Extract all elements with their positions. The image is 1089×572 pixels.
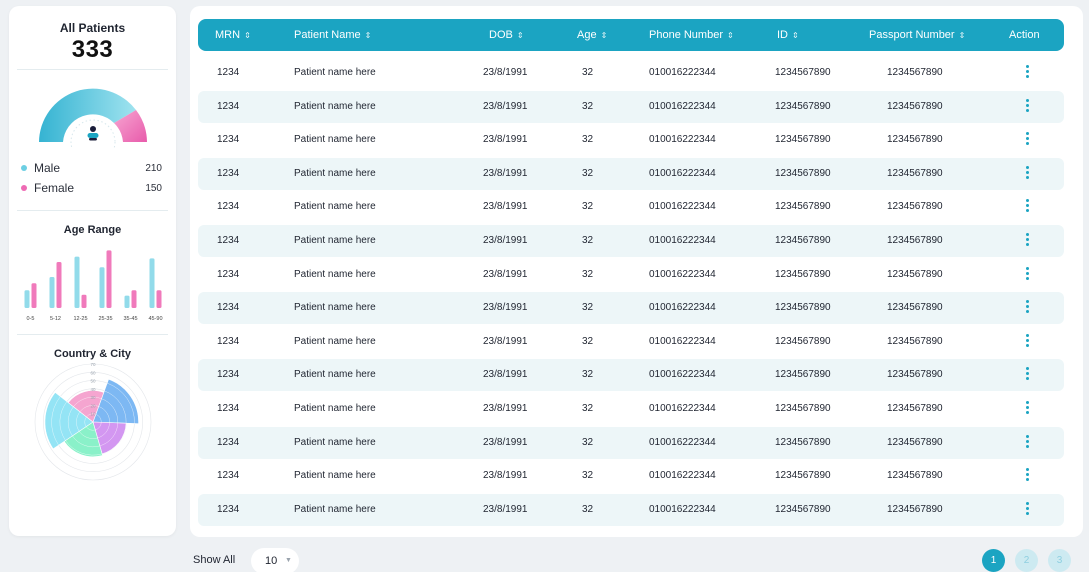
- age-bar-male-12-25: [74, 257, 79, 308]
- cell-age: 32: [582, 403, 594, 414]
- more-actions-icon[interactable]: [1026, 502, 1030, 518]
- cell-id: 1234567890: [775, 335, 831, 347]
- legend-male-label: Male: [34, 161, 61, 175]
- cell-dob: 23/8/1991: [483, 268, 528, 280]
- cell-age: 32: [582, 335, 594, 347]
- cell-patient-name: Patient name here: [294, 470, 376, 482]
- more-actions-icon[interactable]: [1026, 300, 1030, 316]
- polar-tick-label: 40: [89, 386, 96, 392]
- cell-dob: 23/8/1991: [483, 134, 528, 146]
- cell-passport: 1234567890: [887, 302, 943, 314]
- legend-female-label: Female: [34, 181, 75, 195]
- table-row[interactable]: [198, 494, 1064, 526]
- cell-id: 1234567890: [775, 436, 831, 448]
- cell-patient-name: Patient name here: [294, 268, 376, 280]
- cell-patient-name: Patient name here: [294, 134, 376, 146]
- age-bar-male-45-90: [149, 258, 154, 308]
- cell-dob: 23/8/1991: [483, 335, 528, 347]
- cell-patient-name: Patient name here: [294, 167, 376, 179]
- cell-patient-name: Patient name here: [294, 503, 376, 515]
- header-id[interactable]: ID ⇕: [777, 29, 799, 41]
- cell-patient-name: Patient name here: [294, 302, 376, 314]
- cell-passport: 1234567890: [887, 235, 943, 246]
- cell-age: 32: [582, 201, 594, 213]
- more-actions-icon[interactable]: [1026, 367, 1030, 383]
- cell-patient-name: Patient name here: [294, 335, 376, 347]
- cell-passport: 1234567890: [887, 201, 943, 213]
- cell-age: 32: [582, 100, 594, 112]
- header-patient-name[interactable]: Patient Name ⇕: [294, 29, 372, 41]
- age-tick-label: 35-45: [122, 316, 138, 322]
- cell-dob: 23/8/1991: [483, 470, 528, 482]
- cell-mrn: 1234: [217, 268, 240, 280]
- cell-id: 1234567890: [775, 134, 831, 146]
- sort-icon[interactable]: ⇕: [727, 31, 734, 40]
- more-actions-icon[interactable]: [1026, 199, 1030, 215]
- cell-age: 32: [582, 268, 594, 280]
- patients-summary-panel: [9, 6, 176, 536]
- cell-phone: 010016222344: [649, 503, 716, 515]
- cell-passport: 1234567890: [887, 403, 943, 414]
- chevron-down-icon: ▼: [285, 557, 292, 564]
- cell-mrn: 1234: [217, 235, 240, 246]
- sort-icon[interactable]: ⇕: [364, 31, 372, 40]
- table-row[interactable]: [198, 393, 1064, 425]
- age-bar-female-45-90: [156, 290, 161, 308]
- country-city-chart: [28, 360, 158, 490]
- cell-dob: 23/8/1991: [483, 235, 528, 246]
- age-bar-male-35-45: [124, 296, 129, 308]
- table-row[interactable]: [198, 225, 1064, 257]
- table-header: [198, 19, 1064, 51]
- patients-table-panel: [190, 6, 1083, 537]
- cell-age: 32: [582, 503, 594, 515]
- sort-icon[interactable]: ⇕: [958, 31, 966, 40]
- cell-id: 1234567890: [775, 167, 831, 179]
- cell-age: 32: [582, 470, 594, 482]
- header-dob[interactable]: DOB ⇕: [489, 29, 524, 41]
- legend-female: [9, 178, 176, 198]
- cell-phone: 010016222344: [649, 369, 716, 381]
- cell-phone: 010016222344: [649, 100, 716, 112]
- cell-age: 32: [582, 302, 594, 314]
- patient-icon: [86, 125, 100, 141]
- cell-phone: 010016222344: [649, 67, 716, 78]
- age-bar-female-25-35: [106, 250, 111, 308]
- all-patients-label: All Patients: [59, 21, 126, 35]
- table-row[interactable]: [198, 292, 1064, 324]
- cell-passport: 1234567890: [887, 268, 943, 280]
- cell-passport: 1234567890: [887, 503, 943, 515]
- age-bar-female-0-5: [31, 283, 36, 308]
- table-row[interactable]: [198, 460, 1064, 492]
- sort-icon[interactable]: ⇕: [516, 31, 524, 40]
- legend-female-value: 150: [145, 182, 162, 194]
- age-tick-label: 45-90: [147, 316, 163, 322]
- cell-phone: 010016222344: [649, 470, 716, 482]
- age-bar-female-5-12: [56, 262, 61, 308]
- cell-id: 1234567890: [775, 100, 831, 112]
- cell-phone: 010016222344: [649, 201, 716, 213]
- more-actions-icon[interactable]: [1026, 233, 1030, 249]
- cell-id: 1234567890: [775, 302, 831, 314]
- cell-dob: 23/8/1991: [483, 403, 528, 414]
- page-3-button[interactable]: 3: [1048, 549, 1071, 572]
- age-bar-male-0-5: [24, 290, 29, 308]
- header-passport[interactable]: Passport Number ⇕: [869, 29, 966, 41]
- table-row[interactable]: [198, 427, 1064, 459]
- more-actions-icon[interactable]: [1026, 267, 1030, 283]
- more-actions-icon[interactable]: [1026, 468, 1030, 484]
- cell-mrn: 1234: [217, 470, 240, 482]
- sort-icon[interactable]: ⇕: [792, 31, 799, 40]
- cell-dob: 23/8/1991: [483, 67, 528, 78]
- cell-passport: 1234567890: [887, 67, 943, 78]
- cell-passport: 1234567890: [887, 134, 943, 146]
- cell-mrn: 1234: [217, 436, 240, 448]
- cell-age: 32: [582, 167, 594, 179]
- cell-mrn: 1234: [217, 302, 240, 314]
- cell-phone: 010016222344: [649, 335, 716, 347]
- table-row[interactable]: [198, 191, 1064, 223]
- cell-passport: 1234567890: [887, 436, 943, 448]
- cell-id: 1234567890: [775, 268, 831, 280]
- cell-patient-name: Patient name here: [294, 67, 376, 78]
- more-actions-icon[interactable]: [1026, 166, 1030, 182]
- age-tick-label: 0-5: [26, 316, 34, 322]
- cell-id: 1234567890: [775, 503, 831, 515]
- cell-patient-name: Patient name here: [294, 201, 376, 213]
- more-actions-icon[interactable]: [1026, 435, 1030, 451]
- cell-mrn: 1234: [217, 369, 240, 381]
- cell-passport: 1234567890: [887, 470, 943, 482]
- cell-patient-name: Patient name here: [294, 235, 376, 246]
- gender-gauge: [33, 82, 153, 148]
- cell-phone: 010016222344: [649, 302, 716, 314]
- header-action: Action: [1009, 29, 1040, 41]
- cell-mrn: 1234: [217, 335, 240, 347]
- female-dot-icon: [21, 185, 27, 191]
- cell-dob: 23/8/1991: [483, 503, 528, 515]
- cell-phone: 010016222344: [649, 403, 716, 414]
- more-actions-icon[interactable]: [1026, 334, 1030, 350]
- cell-age: 32: [582, 235, 594, 246]
- cell-id: 1234567890: [775, 235, 831, 246]
- cell-phone: 010016222344: [649, 235, 716, 246]
- cell-age: 32: [582, 436, 594, 448]
- cell-passport: 1234567890: [887, 369, 943, 381]
- cell-patient-name: Patient name here: [294, 403, 376, 414]
- cell-mrn: 1234: [217, 503, 240, 515]
- male-dot-icon: [21, 165, 27, 171]
- age-tick-label: 12-25: [72, 316, 88, 322]
- cell-dob: 23/8/1991: [483, 100, 528, 112]
- all-patients-total: 333: [71, 36, 114, 63]
- cell-mrn: 1234: [217, 403, 240, 414]
- cell-passport: 1234567890: [887, 100, 943, 112]
- page-size-select[interactable]: [251, 548, 299, 572]
- more-actions-icon[interactable]: [1026, 401, 1030, 417]
- age-tick-label: 5-12: [49, 316, 61, 322]
- divider: [17, 69, 168, 70]
- cell-patient-name: Patient name here: [294, 436, 376, 448]
- table-row[interactable]: [198, 158, 1064, 190]
- polar-tick-label: 20: [89, 403, 96, 409]
- legend-male-value: 210: [145, 162, 162, 174]
- age-bar-male-25-35: [99, 267, 104, 308]
- polar-tick-label: 30: [89, 395, 96, 401]
- legend-male: [9, 158, 176, 178]
- cell-id: 1234567890: [775, 403, 831, 414]
- cell-passport: 1234567890: [887, 167, 943, 179]
- table-row[interactable]: [198, 359, 1064, 391]
- cell-phone: 010016222344: [649, 134, 716, 146]
- cell-dob: 23/8/1991: [483, 302, 528, 314]
- polar-tick-label: 50: [89, 378, 96, 384]
- cell-mrn: 1234: [217, 167, 240, 179]
- country-city-title: Country & City: [54, 348, 131, 360]
- age-bar-female-12-25: [81, 295, 86, 308]
- table-row[interactable]: [198, 326, 1064, 358]
- polar-tick-label: 10: [89, 411, 96, 417]
- more-actions-icon[interactable]: [1026, 65, 1030, 81]
- header-mrn[interactable]: MRN ⇕: [215, 29, 251, 41]
- page-1-button[interactable]: 1: [982, 549, 1005, 572]
- header-age[interactable]: Age ⇕: [577, 29, 608, 41]
- table-row[interactable]: [198, 259, 1064, 291]
- cell-mrn: 1234: [217, 100, 240, 112]
- table-row[interactable]: [198, 57, 1064, 89]
- cell-age: 32: [582, 67, 594, 78]
- cell-mrn: 1234: [217, 201, 240, 213]
- cell-age: 32: [582, 369, 594, 381]
- cell-passport: 1234567890: [887, 335, 943, 347]
- table-row[interactable]: [198, 91, 1064, 123]
- cell-mrn: 1234: [217, 134, 240, 146]
- cell-id: 1234567890: [775, 67, 831, 78]
- cell-dob: 23/8/1991: [483, 167, 528, 179]
- cell-patient-name: Patient name here: [294, 369, 376, 381]
- age-bar-male-5-12: [49, 277, 54, 308]
- sort-icon[interactable]: ⇕: [600, 31, 608, 40]
- age-range-chart: [18, 236, 168, 326]
- age-range-title: Age Range: [63, 224, 122, 236]
- more-actions-icon[interactable]: [1026, 99, 1030, 115]
- cell-id: 1234567890: [775, 201, 831, 213]
- cell-phone: 010016222344: [649, 268, 716, 280]
- cell-dob: 23/8/1991: [483, 436, 528, 448]
- cell-phone: 010016222344: [649, 167, 716, 179]
- cell-dob: 23/8/1991: [483, 201, 528, 213]
- cell-id: 1234567890: [775, 470, 831, 482]
- header-phone[interactable]: Phone Number ⇕: [649, 29, 734, 41]
- polar-tick-label: 60: [89, 370, 96, 376]
- page-size-value: 10: [265, 555, 278, 567]
- cell-age: 32: [582, 134, 594, 146]
- age-tick-label: 25-35: [97, 316, 113, 322]
- cell-id: 1234567890: [775, 369, 831, 381]
- more-actions-icon[interactable]: [1026, 132, 1030, 148]
- page-2-button[interactable]: 2: [1015, 549, 1038, 572]
- sort-icon[interactable]: ⇕: [244, 31, 251, 40]
- age-bar-female-35-45: [131, 290, 136, 308]
- show-all-label: Show All: [193, 554, 236, 566]
- polar-tick-label: 70: [89, 362, 96, 367]
- cell-dob: 23/8/1991: [483, 369, 528, 381]
- cell-mrn: 1234: [217, 67, 240, 78]
- cell-phone: 010016222344: [649, 436, 716, 448]
- cell-patient-name: Patient name here: [294, 100, 376, 112]
- table-row[interactable]: [198, 124, 1064, 156]
